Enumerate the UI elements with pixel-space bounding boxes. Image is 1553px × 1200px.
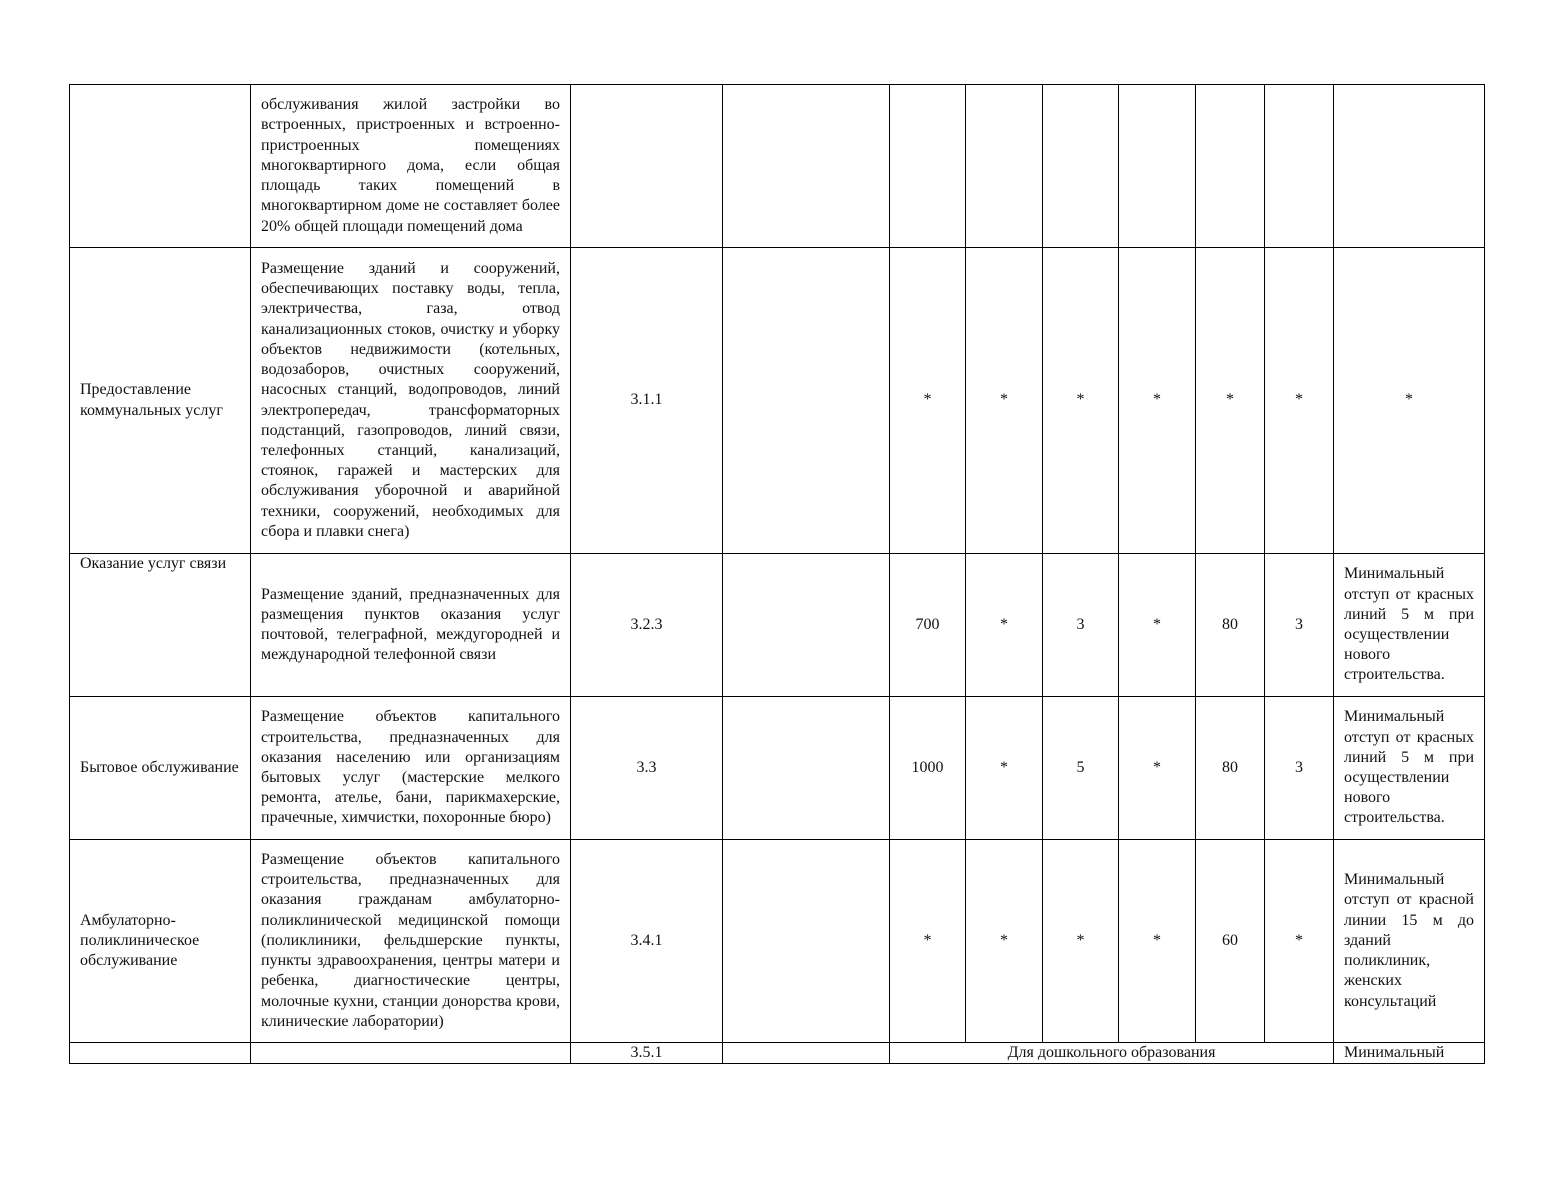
use-code-cell: 3.1.1 <box>571 248 723 554</box>
param-cell <box>1119 85 1196 248</box>
use-name-cell: Предоставление коммунальных услуг <box>70 248 251 554</box>
note-cell <box>1334 85 1485 248</box>
use-description-cell: Размещение объектов капитального строительства, предназначенных для оказания населению или организациям бытовых услуг (мастерские мелкого ремонта, ателье, бани, парикмахерские, прачечные, химчистки, похоронные бюро) <box>251 697 571 840</box>
param-cell: 3 <box>1043 554 1119 697</box>
use-code-cell: 3.4.1 <box>571 840 723 1043</box>
use-description-cell: обслуживания жилой застройки во встроенных, пристроенных и встроенно-пристроенных помещениях многоквартирного дома, если общая площадь таких помещений в многоквартирном доме не составляет более 20% общей площади помещений дома <box>251 85 571 248</box>
land-use-table <box>69 84 1485 1064</box>
param-cell: * <box>1196 248 1265 554</box>
empty-cell <box>723 840 890 1043</box>
empty-cell <box>723 85 890 248</box>
param-cell: * <box>890 840 966 1043</box>
param-cell: 80 <box>1196 554 1265 697</box>
param-cell: 60 <box>1196 840 1265 1043</box>
note-cell: Минимальный отступ от красной линии 15 м до зданий поликлиник, женских консультаций <box>1334 840 1485 1043</box>
param-cell: * <box>966 554 1043 697</box>
note-cell: Минимальный <box>1334 1043 1485 1064</box>
note-cell: Минимальный отступ от красных линий 5 м при осуществлении нового строительства. <box>1334 554 1485 697</box>
param-cell: * <box>966 697 1043 840</box>
param-cell: * <box>1043 248 1119 554</box>
use-description-cell: Размещение зданий и сооружений, обеспечивающих поставку воды, тепла, электричества, газа, отвод канализационных стоков, очистку и уборку объектов недвижимости (котельных, водозаборов, очистных сооружений, насосных станций, водопроводов, линий электропередач, трансформаторных подстанций, газопроводов, линий связи, телефонных станций, канализаций, стоянок, гаражей и мастерских для обслуживания уборочной и аварийной техники, сооружений, необходимых для сбора и плавки снега) <box>251 248 571 554</box>
param-cell: 1000 <box>890 697 966 840</box>
table-row <box>70 840 1485 1043</box>
empty-cell <box>723 697 890 840</box>
use-code-cell: 3.5.1 <box>571 1043 723 1064</box>
table-row <box>70 697 1485 840</box>
use-name-cell: Бытовое обслуживание <box>70 697 251 840</box>
param-cell: 80 <box>1196 697 1265 840</box>
use-description-cell: Размещение объектов капитального строительства, предназначенных для оказания гражданам амбулаторно-поликлинической медицинской помощи (поликлиники, фельдшерские пункты, пункты здравоохранения, центры матери и ребенка, диагностические центры, молочные кухни, станции донорства крови, клинические лаборатории) <box>251 840 571 1043</box>
param-cell: 5 <box>1043 697 1119 840</box>
param-cell <box>890 85 966 248</box>
note-cell: * <box>1334 248 1485 554</box>
param-cell <box>1043 85 1119 248</box>
param-cell: * <box>1119 248 1196 554</box>
param-cell: * <box>1265 248 1334 554</box>
use-description-cell: Размещение зданий, предназначенных для размещения пунктов оказания услуг почтовой, телеграфной, междугородней и международной телефонной связи <box>251 554 571 697</box>
use-name-cell <box>70 1043 251 1064</box>
note-cell: Минимальный отступ от красных линий 5 м при осуществлении нового строительства. <box>1334 697 1485 840</box>
empty-cell <box>723 248 890 554</box>
param-cell <box>1265 85 1334 248</box>
param-cell: * <box>1119 840 1196 1043</box>
table-row <box>70 1043 1485 1064</box>
param-cell: 3 <box>1265 554 1334 697</box>
param-cell: * <box>1265 840 1334 1043</box>
param-cell: * <box>890 248 966 554</box>
table-row <box>70 85 1485 248</box>
param-cell: 700 <box>890 554 966 697</box>
use-name-cell: Оказание услуг связи <box>70 554 251 697</box>
merged-category-cell: Для дошкольного образования <box>890 1043 1334 1064</box>
use-name-cell: Амбулаторно-поликлиническое обслуживание <box>70 840 251 1043</box>
use-code-cell <box>571 85 723 248</box>
param-cell: * <box>966 248 1043 554</box>
use-code-cell: 3.2.3 <box>571 554 723 697</box>
param-cell <box>1196 85 1265 248</box>
param-cell: * <box>1043 840 1119 1043</box>
empty-cell <box>723 1043 890 1064</box>
table-row <box>70 248 1485 554</box>
param-cell <box>966 85 1043 248</box>
param-cell: * <box>1119 554 1196 697</box>
empty-cell <box>723 554 890 697</box>
param-cell: 3 <box>1265 697 1334 840</box>
param-cell: * <box>966 840 1043 1043</box>
use-code-cell: 3.3 <box>571 697 723 840</box>
table-row <box>70 554 1485 697</box>
use-description-cell <box>251 1043 571 1064</box>
use-name-cell <box>70 85 251 248</box>
param-cell: * <box>1119 697 1196 840</box>
